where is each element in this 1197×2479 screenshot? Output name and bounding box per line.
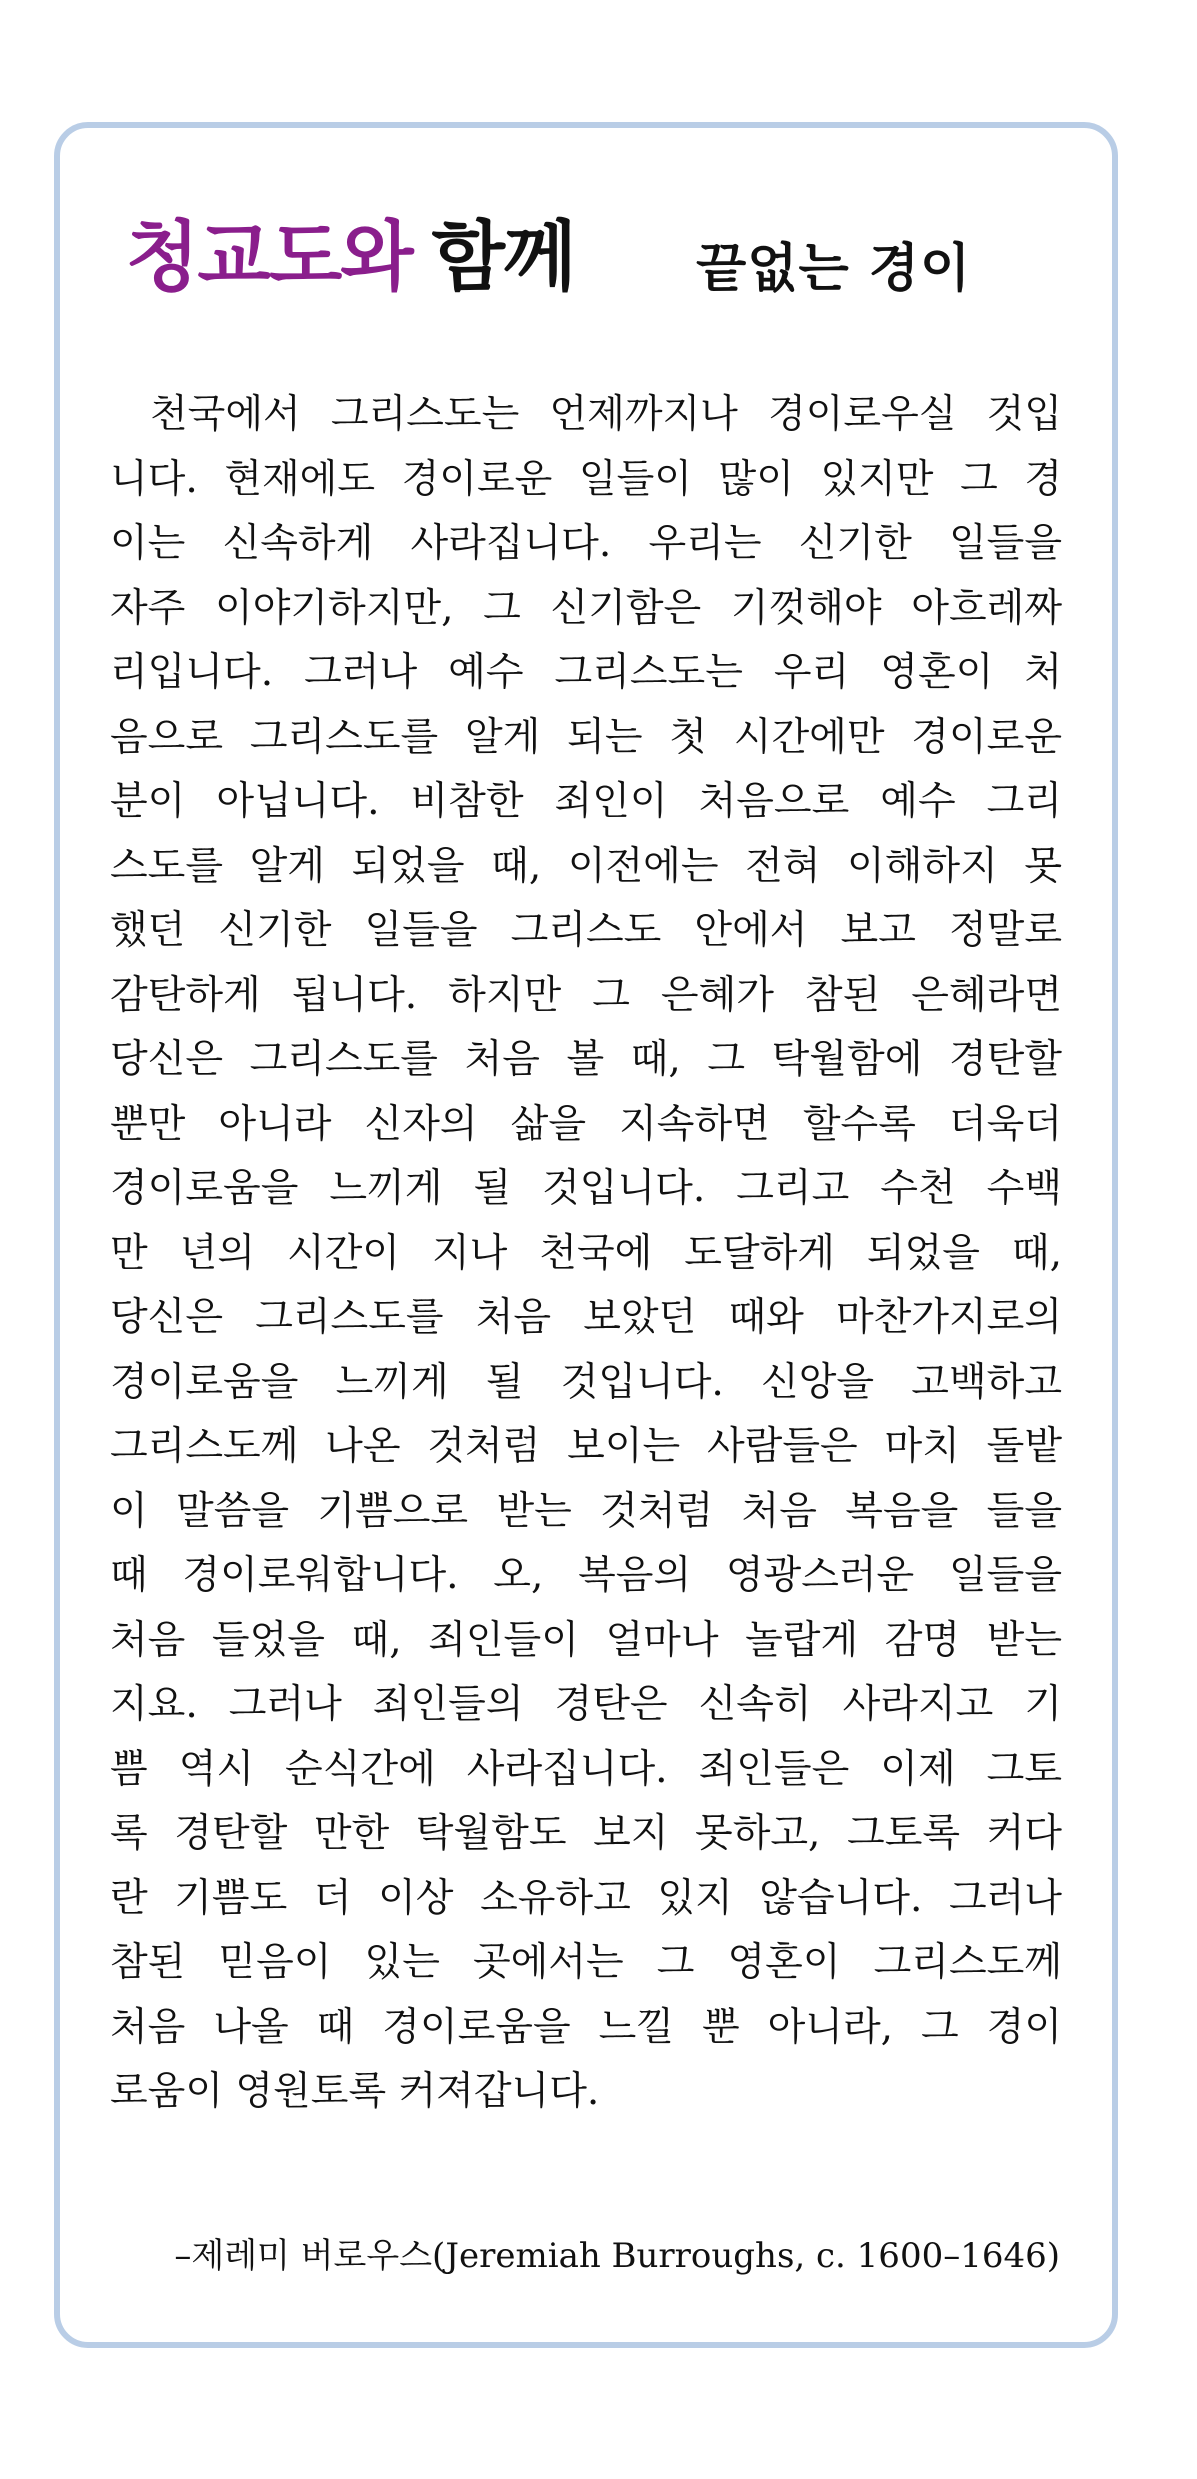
body-line: 감탄하게 됩니다. 하지만 그 은혜가 참된 은혜라면 [110, 972, 1062, 1018]
body-line: 처음 나올 때 경이로움을 느낄 뿐 아니라, 그 경이 [110, 2004, 1062, 2050]
body-line: 때 경이로워합니다. 오, 복음의 영광스러운 일들을 [110, 1553, 1062, 1598]
body-line: 지요. 그러나 죄인들의 경탄은 신속히 사라지고 기 [110, 1682, 1062, 1727]
devotional-card [54, 122, 1118, 2348]
body-line: 리입니다. 그러나 예수 그리스도는 우리 영혼이 처 [110, 650, 1062, 695]
article-title: 끝없는 경이 [696, 239, 972, 299]
series-title-suffix: 함께 [431, 212, 575, 301]
article-body [110, 383, 1062, 2125]
attribution: –제레미 버로우스(Jeremiah Burroughs, c. 1600–1646) [174, 2236, 1060, 2276]
body-line: 분이 아닙니다. 비참한 죄인이 처음으로 예수 그리 [110, 779, 1062, 824]
body-line: 경이로움을 느끼게 될 것입니다. 신앙을 고백하고 [110, 1359, 1062, 1405]
body-line: 당신은 그리스도를 처음 볼 때, 그 탁월함에 경탄할 [110, 1037, 1062, 1082]
body-line: 이 말씀을 기쁨으로 받는 것처럼 처음 복음을 들을 [110, 1488, 1062, 1534]
body-line: 천국에서 그리스도는 언제까지나 경이로우실 것입 [150, 392, 1062, 437]
body-line: 당신은 그리스도를 처음 보았던 때와 마찬가지로의 [110, 1295, 1062, 1340]
body-line: 처음 들었을 때, 죄인들이 얼마나 놀랍게 감명 받는 [110, 1617, 1062, 1663]
body-line: 뿐만 아니라 신자의 삶을 지속하면 할수록 더욱더 [110, 1101, 1062, 1147]
body-line: 그리스도께 나온 것처럼 보이는 사람들은 마치 돌밭 [110, 1424, 1062, 1469]
body-line: 참된 믿음이 있는 곳에서는 그 영혼이 그리스도께 [110, 1940, 1062, 1985]
body-line: 경이로움을 느끼게 될 것입니다. 그리고 수천 수백 [110, 1166, 1062, 1211]
body-line: 이는 신속하게 사라집니다. 우리는 신기한 일들을 [110, 521, 1062, 566]
series-title: 청교도와 [126, 212, 412, 301]
body-line: 란 기쁨도 더 이상 소유하고 있지 않습니다. 그러나 [110, 1875, 1062, 1921]
body-line: 로움이 영원토록 커져갑니다. [110, 2069, 600, 2114]
body-line: 자주 이야기하지만, 그 신기함은 기껏해야 아흐레짜 [110, 585, 1062, 631]
body-line: 음으로 그리스도를 알게 되는 첫 시간에만 경이로운 [110, 714, 1062, 760]
body-line: 스도를 알게 되었을 때, 이전에는 전혀 이해하지 못 [110, 843, 1063, 889]
body-line: 쁨 역시 순식간에 사라집니다. 죄인들은 이제 그토 [110, 1746, 1062, 1792]
heading [126, 196, 575, 305]
body-line: 록 경탄할 만한 탁월함도 보지 못하고, 그토록 커다 [110, 1811, 1062, 1856]
body-line: 했던 신기한 일들을 그리스도 안에서 보고 정말로 [110, 908, 1062, 953]
body-line: 만 년의 시간이 지나 천국에 도달하게 되었을 때, [110, 1230, 1062, 1276]
body-line: 니다. 현재에도 경이로운 일들이 많이 있지만 그 경 [110, 456, 1062, 502]
